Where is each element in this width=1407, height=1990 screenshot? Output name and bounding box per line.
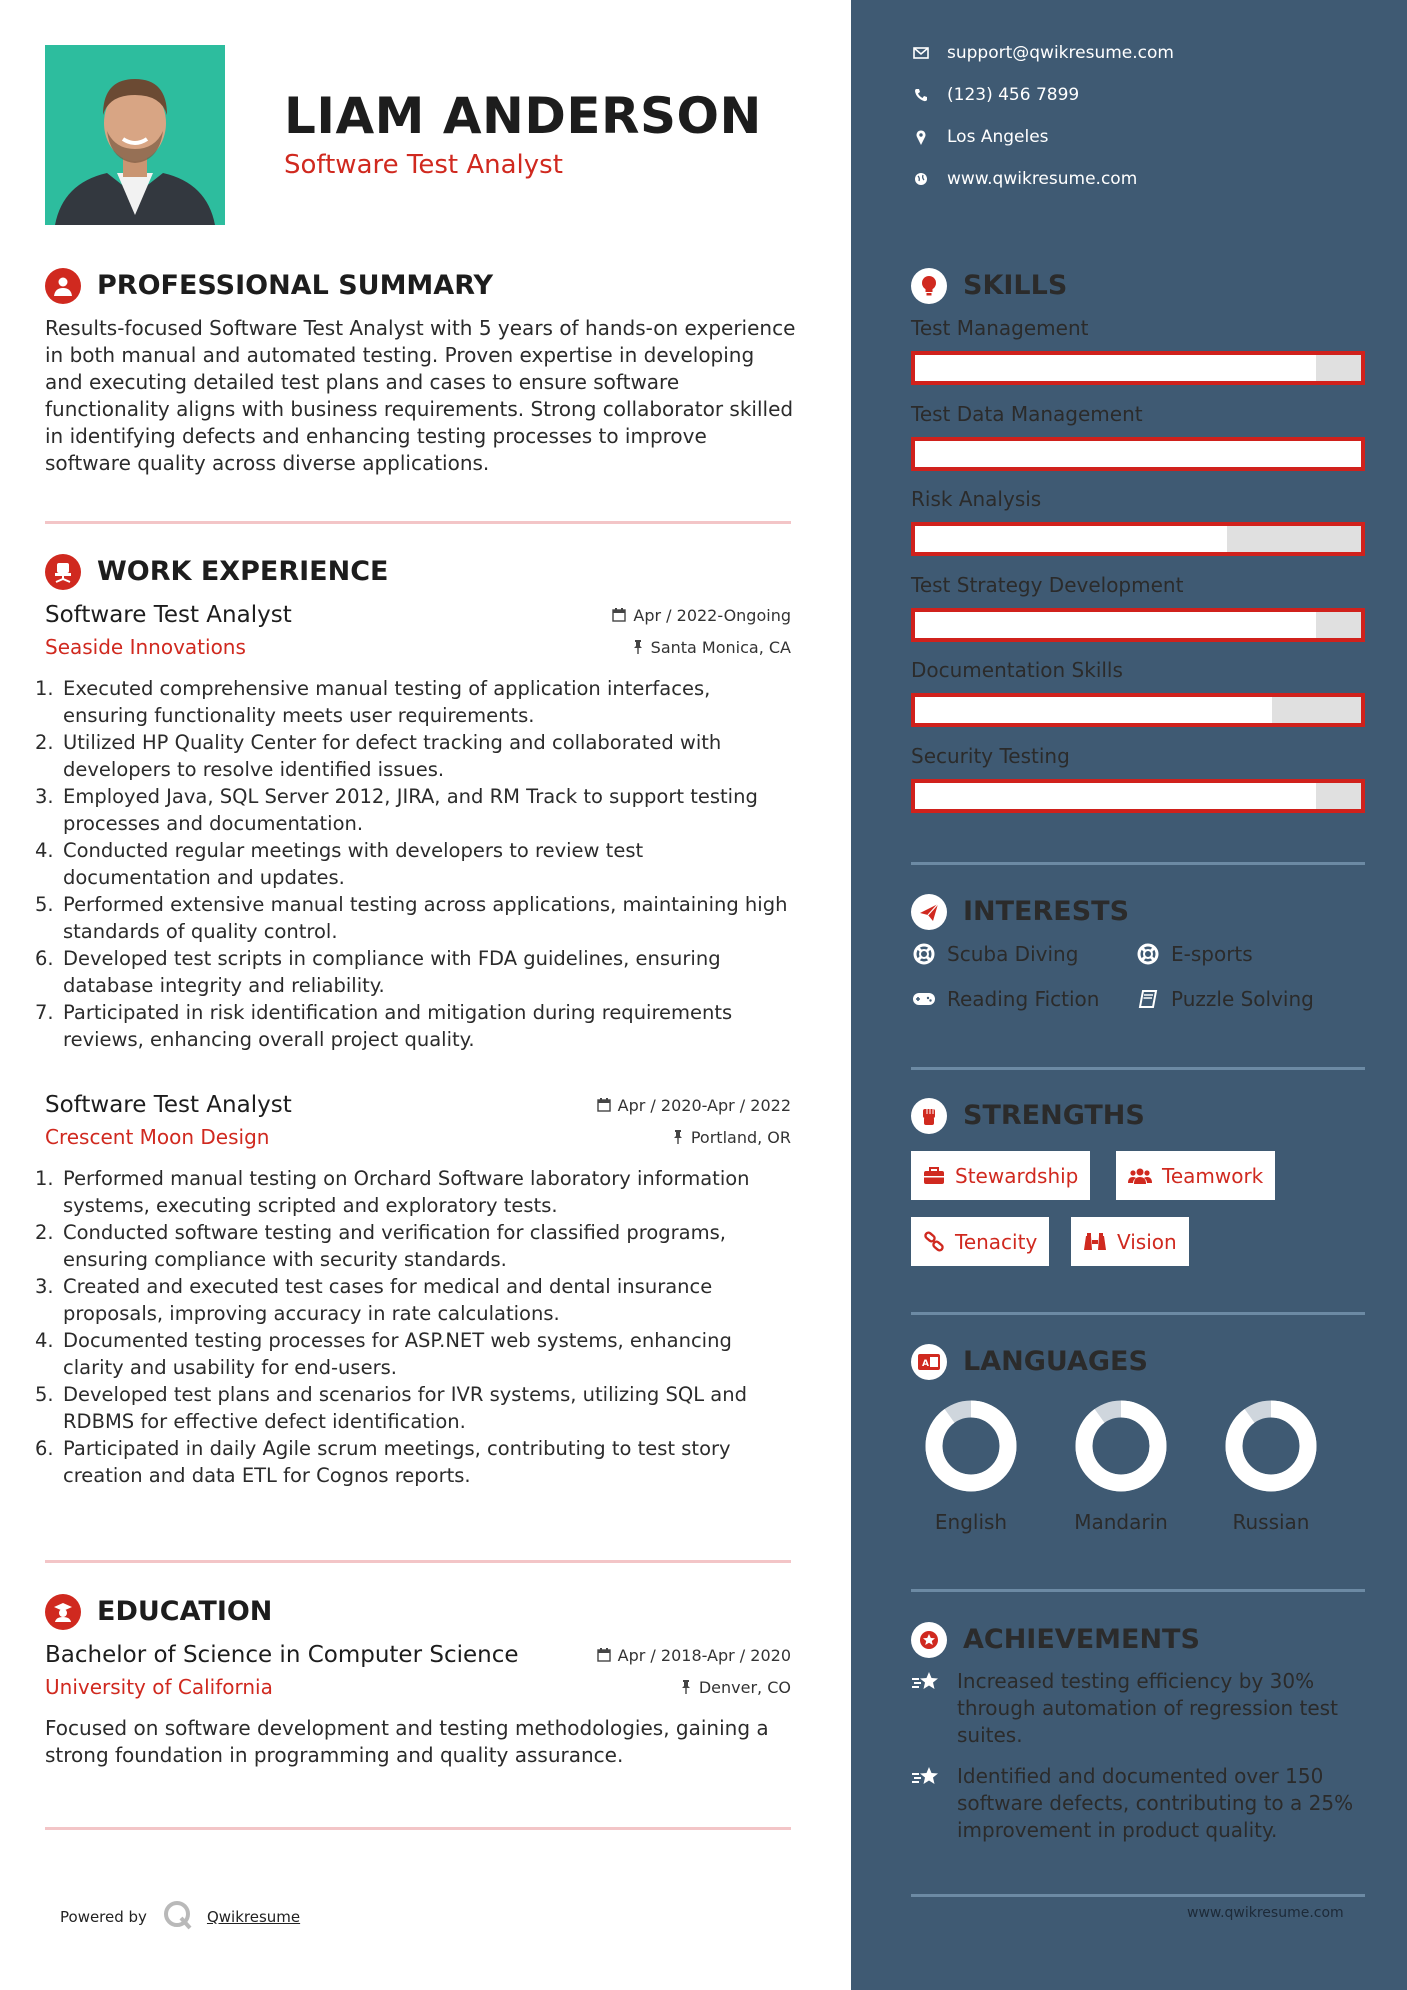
skill-item [911, 401, 1365, 471]
pin-icon [672, 1130, 684, 1144]
section-divider [45, 1827, 791, 1830]
envelope-icon [911, 47, 931, 59]
section-divider [45, 1560, 791, 1563]
experience-header [45, 554, 388, 590]
graduate-icon [45, 1594, 81, 1630]
office-chair-icon [45, 554, 81, 590]
interests-header [911, 894, 1129, 930]
powered-by [60, 1900, 300, 1934]
language-label: Mandarin [1074, 1510, 1168, 1534]
language-item [1066, 1396, 1176, 1534]
achievements-heading: ACHIEVEMENTS [963, 1624, 1200, 1655]
skill-bar-fill [915, 355, 1316, 381]
skill-label: Risk Analysis [911, 487, 1042, 511]
skill-bar [911, 351, 1365, 385]
skills-heading: SKILLS [963, 270, 1068, 301]
list-item: 1. Performed manual testing on Orchard Software laboratory information systems, executing scripted and exploratory tests. [35, 1167, 750, 1217]
pin-icon [632, 640, 644, 654]
job-dates [597, 1096, 791, 1115]
skill-item [911, 315, 1365, 385]
skills-header [911, 268, 1067, 304]
sidebar-divider [911, 862, 1365, 865]
skill-label: Test Management [911, 316, 1089, 340]
list-item: 4. Conducted regular meetings with developers to review test documentation and updates. [35, 839, 644, 889]
star-badge-icon [911, 1622, 947, 1658]
phone-icon [911, 88, 931, 102]
skill-item [911, 657, 1365, 727]
strengths-header [911, 1098, 1145, 1134]
job-company: Seaside Innovations [45, 635, 246, 659]
interest-label: Reading Fiction [947, 987, 1100, 1011]
strengths-heading: STRENGTHS [963, 1100, 1145, 1131]
interest-item [1135, 942, 1253, 966]
list-item: 6. Developed test scripts in compliance with FDA guidelines, ensuring database integrity and reliability. [35, 947, 721, 997]
list-item: 5. Developed test plans and scenarios for IVR systems, utilizing SQL and RDBMS for effective defect identification. [35, 1383, 747, 1433]
interests-heading: INTERESTS [963, 896, 1130, 927]
paper-plane-icon [911, 894, 947, 930]
binoculars-icon [1083, 1232, 1107, 1252]
contact-email [911, 43, 1174, 63]
job-company: Crescent Moon Design [45, 1125, 270, 1149]
achievement-text: Identified and documented over 150 software defects, contributing to a 25% improvement in product quality. [957, 1764, 1354, 1842]
job-bullets [35, 675, 791, 1053]
interest-label: Scuba Diving [947, 942, 1079, 966]
interest-item [1135, 987, 1314, 1011]
strength-chip [911, 1151, 1090, 1200]
job-dates [612, 606, 791, 625]
book-icon [1135, 989, 1161, 1009]
list-item: 2. Conducted software testing and verification for classified programs, ensuring compliance with security standards. [35, 1221, 726, 1271]
skill-item [911, 743, 1365, 813]
gamepad-icon [911, 991, 937, 1007]
job-location [632, 638, 791, 657]
education-heading: EDUCATION [97, 1596, 273, 1627]
job-entry [35, 599, 791, 1053]
language-label: English [934, 1510, 1008, 1534]
calendar-icon [612, 608, 626, 622]
sidebar-divider [911, 1894, 1365, 1897]
contact-phone [911, 85, 1079, 105]
list-item: 5. Performed extensive manual testing across applications, maintaining high standards of quality control. [35, 893, 788, 943]
shooting-star-icon [911, 1765, 941, 1844]
profile-photo [45, 45, 225, 225]
strength-label: Tenacity [955, 1229, 1038, 1254]
achievement-item [911, 1668, 1365, 1749]
education-entry [45, 1639, 791, 1703]
skill-bar [911, 608, 1365, 642]
language-label: Russian [1232, 1510, 1310, 1534]
list-item: 3. Created and executed test cases for medical and dental insurance proposals, improving accuracy in rate calculations. [35, 1275, 713, 1325]
sidebar-divider [911, 1312, 1365, 1315]
lightbulb-icon [911, 268, 947, 304]
job-title: Software Test Analyst [45, 602, 292, 628]
candidate-title: Software Test Analyst [284, 150, 563, 180]
fist-icon [911, 1098, 947, 1134]
lifebuoy-icon [911, 943, 937, 965]
list-item: 1. Executed comprehensive manual testing of application interfaces, ensuring functionality meets user requirements. [35, 677, 711, 727]
summary-header [45, 268, 493, 304]
strength-label: Teamwork [1162, 1163, 1264, 1188]
education-text: Focused on software development and testing methodologies, gaining a strong foundation in programming and quality assurance. [45, 1716, 769, 1767]
skill-bar-fill [915, 441, 1361, 467]
contact-phone-text: (123) 456 7899 [947, 85, 1080, 105]
experience-heading: WORK EXPERIENCE [97, 556, 389, 587]
strength-label: Vision [1117, 1229, 1177, 1254]
contact-website-text[interactable]: www.qwikresume.com [947, 169, 1138, 189]
interest-label: E-sports [1171, 942, 1253, 966]
list-item: 4. Documented testing processes for ASP.NET web systems, enhancing clarity and usability for end-users. [35, 1329, 732, 1379]
job-location-text: Santa Monica, CA [650, 637, 791, 657]
shooting-star-icon [911, 1670, 941, 1749]
calendar-icon [597, 1098, 611, 1112]
link-icon [923, 1231, 945, 1253]
languages-heading: LANGUAGES [963, 1346, 1148, 1377]
strength-chip [1071, 1217, 1189, 1266]
section-divider [45, 521, 791, 524]
sidebar-divider [911, 1067, 1365, 1070]
skill-label: Security Testing [911, 743, 1070, 768]
contact-website [911, 169, 1137, 189]
job-entry [35, 1089, 791, 1489]
language-item [1216, 1396, 1326, 1534]
language-donut [1071, 1396, 1171, 1496]
achievement-text: Increased testing efficiency by 30% through automation of regression test suites. [957, 1669, 1338, 1747]
school: University of California [45, 1675, 273, 1699]
skill-label: Test Data Management [911, 401, 1143, 426]
job-location [672, 1128, 791, 1147]
calendar-icon [597, 1648, 611, 1662]
language-item [916, 1396, 1026, 1534]
qwikresume-logo-icon [163, 1900, 193, 1934]
skill-item [911, 572, 1365, 642]
sidebar-divider [911, 1589, 1365, 1592]
skill-bar [911, 522, 1365, 556]
contact-location-text: Los Angeles [947, 127, 1049, 147]
skill-label: Documentation Skills [911, 658, 1123, 682]
interest-item [911, 987, 1099, 1011]
skill-bar-fill [915, 783, 1316, 809]
languages-header [911, 1344, 1148, 1380]
education-location [680, 1678, 791, 1697]
briefcase-icon [923, 1167, 945, 1185]
achievement-item [911, 1763, 1365, 1844]
education-dates [597, 1646, 791, 1665]
strength-chip [1116, 1151, 1275, 1200]
skill-bar-fill [915, 526, 1227, 552]
job-title: Software Test Analyst [45, 1092, 292, 1118]
education-location-text: Denver, CO [698, 1677, 791, 1697]
language-donut [921, 1396, 1021, 1496]
interest-label: Puzzle Solving [1171, 987, 1314, 1011]
skill-bar [911, 779, 1365, 813]
user-icon [45, 268, 81, 304]
contact-location [911, 127, 1049, 147]
list-item: 6. Participated in daily Agile scrum meetings, contributing to test story creation and data ETL for Cognos reports. [35, 1437, 731, 1487]
job-dates-text: Apr / 2022-Ongoing [633, 605, 791, 625]
job-dates-text: Apr / 2020-Apr / 2022 [617, 1095, 791, 1115]
strength-chip [911, 1217, 1049, 1266]
education-header [45, 1594, 272, 1630]
svg-text:A: A [922, 1359, 929, 1369]
qwikresume-link[interactable]: Qwikresume [206, 1908, 301, 1926]
candidate-name: LIAM ANDERSON [284, 87, 762, 145]
list-item: 3. Employed Java, SQL Server 2012, JIRA, and RM Track to support testing processes and documentation. [35, 785, 758, 835]
list-item: 2. Utilized HP Quality Center for defect tracking and collaborated with developers to resolve identified issues. [35, 731, 722, 781]
summary-text: Results-focused Software Test Analyst with 5 years of hands-on experience in both manual and automated testing. Proven expertise in developing and executing detailed test plans and cases to ensure software functionality aligns with business requirements. Strong collaborator skilled in identifying defects and enhancing testing processes to improve software quality across diverse applications. [45, 316, 796, 475]
skill-item [911, 486, 1365, 556]
footer-website[interactable]: www.qwikresume.com [1187, 1905, 1344, 1921]
education-dates-text: Apr / 2018-Apr / 2020 [617, 1645, 791, 1665]
job-bullets [35, 1165, 791, 1489]
list-item: 7. Participated in risk identification and mitigation during requirements reviews, enhancing overall project quality. [35, 1001, 733, 1051]
skill-bar [911, 693, 1365, 727]
lifebuoy-icon [1135, 943, 1161, 965]
skill-label: Test Strategy Development [911, 572, 1184, 597]
contact-email-text[interactable]: support@qwikresume.com [947, 43, 1174, 63]
skill-bar-fill [915, 612, 1316, 638]
job-location-text: Portland, OR [690, 1127, 791, 1147]
interest-item [911, 942, 1078, 966]
translate-icon [911, 1344, 947, 1380]
map-marker-icon [911, 130, 931, 145]
skill-bar [911, 437, 1365, 471]
users-icon [1128, 1167, 1152, 1185]
globe-icon [911, 172, 931, 186]
pin-icon [680, 1680, 692, 1694]
skill-bar-fill [915, 697, 1272, 723]
powered-by-label: Powered by [60, 1908, 147, 1926]
language-donut [1221, 1396, 1321, 1496]
strength-label: Stewardship [955, 1163, 1079, 1188]
degree: Bachelor of Science in Computer Science [45, 1642, 519, 1668]
summary-heading: PROFESSIONAL SUMMARY [97, 270, 494, 301]
achievements-header [911, 1622, 1200, 1658]
